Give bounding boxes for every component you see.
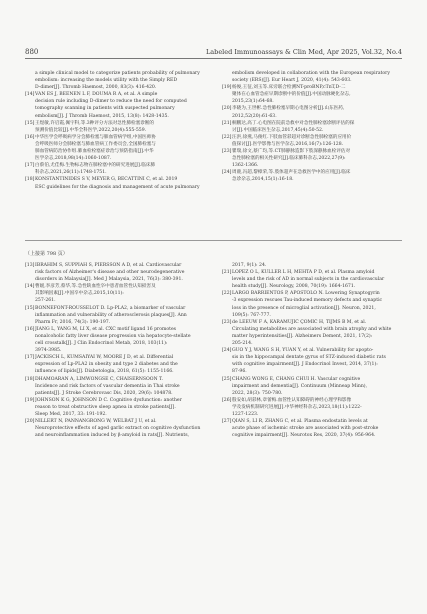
- reference-line: 瞿瑞,徐文,蔡广均,等.CT肺静脉造影下肢深静脉血栓评估对: [232, 149, 351, 155]
- reference-line: -3 expression rescues Tau-induced memory defects and synaptic: [232, 298, 383, 304]
- reference-line: GUO Y J, WANG S H, YUAN Y, et al. Vulnerability for apopto-: [232, 348, 374, 354]
- reference-line: VAN ES J, BEENEN L F, DOUMA R A, et al. A simple: [35, 92, 158, 98]
- reference-line: BONNEFONT-ROUSSELOT D. Lp-PLA2, a biomarker of vascular: [35, 305, 186, 311]
- reference-line: Neuroprotective effects of aged garlic extract on cognitive dysfunction: [35, 426, 201, 432]
- reference-number: [18]: [25, 376, 35, 382]
- reference-line: 急诊杂志,2014,15(1):16-18.: [232, 177, 294, 183]
- reference-line: Incidence and risk factors of vascular dementia in Thai stroke: [35, 383, 180, 389]
- reference-line: 其影响因素[J].中国卒中杂志,2015,10(11):: [35, 291, 124, 297]
- reference-line: 2012,52(20):61-63.: [232, 113, 277, 119]
- reference-line: Pharm Fr, 2016, 74(3): 190-197.: [35, 319, 111, 325]
- reference-line: patients[J]. J Stroke Cerebrovasc Dis, 2020, 29(6): 104878.: [35, 390, 173, 396]
- reference-line: and neuroinflammation induced by β-amyloid in rats[J]. Nutrients,: [35, 433, 190, 439]
- continuation-label: （上接第 798 页）: [25, 251, 68, 257]
- reference-line: acute phase of ischemic stroke are associated with post-stroke: [232, 426, 379, 432]
- reference-entry: [25, 70, 205, 91]
- reference-line: 汪洪,徐燕,马俊红.下肢血管彩超对诊断急性肺栓塞的应用价: [232, 134, 352, 140]
- reference-line: Sleep Med, 2017, 33: 191-192.: [35, 411, 107, 417]
- reference-line: expression of Lp-PLA2 in obesity and type 2 diabetes and the: [35, 362, 178, 368]
- references-bottom-right: [222, 262, 402, 439]
- reference-number: [23]: [222, 149, 232, 155]
- reference-line: 1362-1366.: [232, 163, 259, 169]
- reference-line: JIANG L, YANG M, LI X, et al. CXC motif ligand 16 promotes: [35, 326, 177, 332]
- reference-line: 急性肺栓塞的相关性研究[J].临床肺科杂志,2022,27(9):: [232, 156, 346, 162]
- reference-entry: [222, 418, 402, 439]
- reference-line: 科杂志,2021,26(11):1748-1751.: [35, 170, 107, 176]
- reference-line: 周鹿,冯超,黎樟荣,等.肢体超声在急救医学中的应用[J].临床: [232, 170, 351, 176]
- reference-number: [24]: [222, 348, 232, 354]
- reference-line: 讨[J].中国临床医生杂志,2017,45(4):50-52.: [232, 127, 324, 133]
- reference-number: [14]: [25, 284, 35, 290]
- reference-entry: [25, 91, 205, 119]
- reference-line: embolism: increasing the models utility with the Simply RED: [35, 78, 178, 84]
- reference-line: impairment and dementia[J]. Continuum (Minneap Minn),: [232, 383, 368, 389]
- reference-line: DHAMOARAN A, LIMWONGSE C, CHAISERNSOON T.: [35, 376, 163, 382]
- reference-line: 曹媛,李彦芳,蔡华,等.急性缺血性卒中患者血管性认知损害及: [35, 284, 156, 290]
- reference-entry: [25, 120, 205, 134]
- reference-entry: [25, 176, 205, 190]
- reference-entry: [222, 397, 402, 418]
- reference-entry: [25, 376, 205, 397]
- reference-line: with cognitive impairment[J]. J Endocrinol Invest, 2014, 37(1):: [232, 362, 378, 368]
- header-rule: [25, 58, 402, 59]
- reference-entry: [25, 162, 205, 176]
- reference-entry: [222, 262, 402, 269]
- reference-line: 桐鹏达,高丁.心电图在院前急救中对急性肺栓塞诊断评估的探: [232, 120, 355, 126]
- reference-number: [25]: [222, 376, 232, 382]
- reference-entry: [222, 134, 402, 148]
- reference-line: loss in the presence of microglial activation[J]. Neuron, 2021,: [232, 305, 376, 311]
- reference-line: 3974-3985.: [35, 348, 62, 354]
- reference-entry: [222, 169, 402, 183]
- reference-line: 2015,23(1):64-68.: [232, 99, 274, 105]
- reference-line: embolism[J]. J Thromb Haemost, 2015, 13(8): 1428-1435.: [35, 113, 169, 119]
- reference-line: 医学杂志,2018,98(14):1060-1087.: [35, 156, 112, 162]
- reference-number: [16]: [25, 326, 35, 332]
- reference-line: matter hyperintensities[J]. Alzheimers Dement, 2021, 17(2):: [232, 333, 373, 339]
- reference-line: disorders in Malaysia[J]. Med J Malaysia, 2021, 76(3): 380-391.: [35, 277, 183, 283]
- reference-line: 学及发病机制研究进展[J].中华神经科杂志,2023,18(11):1222-: [232, 404, 362, 410]
- reference-entry: [222, 376, 402, 397]
- reference-line: inflammation and vulnerability of atherosclerosis plaques[J]. Ann: [35, 312, 187, 318]
- reference-number: [14]: [25, 92, 35, 98]
- reference-line: KONSTANTINIDES S V, MEYER G, BECATTINI C, et al. 2019: [35, 177, 178, 183]
- reference-entry: [25, 283, 205, 304]
- reference-line: 白蔡伯,尤佳梅.生物标志物在肺栓塞中的研究进展[J].临床肺: [35, 163, 156, 169]
- reference-number: [27]: [222, 419, 232, 425]
- reference-entry: [222, 269, 402, 290]
- reference-line: 肺血管病防治协作组.肺血栓栓塞症诊治与预防指南[J].中华: [35, 149, 154, 155]
- reference-number: [16]: [25, 134, 35, 140]
- reference-line: JOHNSON K G, JOHNSON D C. Cognitive dysfunction: another: [35, 397, 182, 403]
- reference-line: 会呼吸医师分会肺栓塞与肺血管病工作委员会,全国肺栓塞与: [35, 141, 156, 147]
- reference-line: NILLERT N, PANNANGRONG W, WELBAT J U, et al.: [35, 419, 157, 425]
- reference-number: [20]: [222, 106, 232, 112]
- reference-line: society (ERS)[J]. Eur Heart J, 2020, 41(4): 543-603.: [232, 78, 352, 84]
- reference-line: cell crosstalk[J]. J Clin Endocrinol Metab, 2018, 103(11):: [35, 341, 168, 347]
- reference-line: LARGO BARRIENTOS P, APOSTOLO N. Lowering Synaptogyrin: [232, 291, 380, 297]
- reference-line: sis in the hippocampal dentate gyrus of STZ-induced diabetic rats: [232, 355, 386, 361]
- page-number: 880: [25, 48, 39, 56]
- reference-line: 预测价值比较[J].中华全科医学,2022,20(4):555-559.: [35, 127, 147, 133]
- reference-line: 王煜敏,许启霞,佩宇科,等.3种评分方法对急性肺栓塞诊断的: [35, 120, 155, 126]
- reference-line: 杨俊,王征,刘玉等.床旁联合检测NT-proBNP,cTnT,D-二: [232, 85, 346, 91]
- reference-line: de LEEUW F A, KARAMUJIĆ ÇOMIĆ H, TIJMS B M, et al.: [232, 319, 367, 325]
- reference-entry: [222, 70, 402, 84]
- reference-line: cognitive impairment[J]. Neurotox Res, 2020, 37(4): 956-964.: [232, 433, 376, 439]
- reference-line: 1227-1223.: [232, 411, 259, 417]
- reference-number: [20]: [25, 419, 35, 425]
- reference-entry: [25, 262, 205, 283]
- page-header: [25, 47, 402, 57]
- reference-entry: [222, 319, 402, 347]
- reference-number: [24]: [222, 170, 232, 176]
- reference-line: 2022, 28(3): 750-780.: [232, 390, 283, 396]
- reference-line: LOPEZ O L, KULLER L H, MEHTA P D, et al. Plasma amyloid: [232, 270, 375, 276]
- reference-entry: [25, 418, 205, 439]
- reference-line: D-dimer[J]. Thromb Haemost, 2000, 83(3): 416-420.: [35, 85, 157, 91]
- reference-entry: [25, 134, 205, 162]
- reference-line: health study[J]. Neurology, 2008, 70(19): 1664-1671.: [232, 284, 356, 290]
- reference-entry: [25, 397, 205, 418]
- reference-line: tomography scanning in patients with suspected pulmonary: [35, 106, 175, 112]
- reference-number: [22]: [222, 291, 232, 297]
- reference-line: 257-261.: [35, 298, 56, 304]
- reference-number: [23]: [222, 319, 232, 325]
- reference-entry: [25, 305, 205, 326]
- reference-line: a simple clinical model to categorize patients probability of pulmonary: [35, 71, 200, 76]
- reference-entry: [222, 105, 402, 119]
- reference-line: 值探讨[J].医学影像与医学杂志,2016,16(7):126-128.: [232, 141, 344, 147]
- reference-line: Circulating metabolites are associated with brain atrophy and white: [232, 326, 392, 332]
- reference-line: levels and the risk of AD in normal subjects in the cardiovascular: [232, 277, 385, 283]
- reference-line: 87-96.: [232, 369, 247, 375]
- reference-number: [13]: [25, 263, 35, 268]
- reference-line: risk factors of Alzheimer's disease and other neurodegenerative: [35, 270, 185, 276]
- reference-line: CHANG WONG E, CHANG CHUI H. Vascular cognitive: [232, 376, 361, 382]
- reference-entry: [222, 347, 402, 375]
- reference-line: 2017, 9(1): 24.: [232, 263, 267, 268]
- reference-line: ESC guidelines for the diagnosis and management of acute pulmonary: [35, 184, 200, 190]
- reference-entry: [25, 354, 205, 375]
- reference-entry: [25, 326, 205, 354]
- reference-line: JACKISCH L, KUMSAIYAI W, MOORE J D, et al. Differential: [35, 355, 174, 361]
- reference-number: [17]: [25, 163, 35, 169]
- reference-line: 聚体在心血管急症早期诊断中的价值[J].中国动脉硬化杂志,: [232, 92, 351, 98]
- reference-line: 109(5): 767-777.: [232, 312, 271, 318]
- reference-line: influence of lipids[J]. Diabetologia, 2018, 61(5): 1155-1166.: [35, 369, 174, 375]
- references-bottom-left: [25, 262, 205, 439]
- reference-number: [15]: [25, 120, 35, 126]
- reference-entry: [222, 290, 402, 318]
- reference-line: 中华医学会呼吸病学分会肺栓塞与肺血管病学组,中国医师协: [35, 134, 156, 140]
- reference-line: nonalcoholic fatty liver disease progression via hepatocyte-stellate: [35, 333, 191, 339]
- section-separator: [25, 240, 402, 241]
- references-top-right: [222, 70, 402, 184]
- reference-number: [17]: [25, 355, 35, 361]
- reference-line: 殷安如,胡彩林,章蕾梅.血管性认知障碍的神经心理学和影像: [232, 397, 352, 403]
- reference-line: embolism developed in collaboration with the European respiratory: [232, 71, 390, 76]
- reference-line: 205-214.: [232, 341, 253, 347]
- reference-line: 李晓为,王世彬.急性肺栓塞早期心电图分析[J].山东医药,: [232, 106, 345, 112]
- reference-number: [18]: [25, 177, 35, 183]
- reference-line: IBRAHIM S, SUPPIAH S, PIERSSON A D, et al. Cardiovascular: [35, 263, 182, 268]
- reference-entry: [222, 148, 402, 169]
- reference-number: [21]: [222, 120, 232, 126]
- reference-entry: [222, 84, 402, 105]
- reference-number: [19]: [222, 85, 232, 91]
- reference-line: reason to treat obstructive sleep apnea in stroke patients[J].: [35, 404, 176, 410]
- reference-number: [21]: [222, 270, 232, 276]
- references-top-left: [25, 70, 205, 191]
- reference-line: QIAN S, LI R, ZHANG C, et al. Plasma endostatin levels at: [232, 419, 368, 425]
- reference-number: [15]: [25, 305, 35, 311]
- reference-entry: [222, 120, 402, 134]
- reference-number: [26]: [222, 397, 232, 403]
- reference-number: [22]: [222, 134, 232, 140]
- reference-number: [19]: [25, 397, 35, 403]
- reference-line: decision rule including D-dimer to reduce the need for computed: [35, 99, 187, 105]
- journal-title: Labeled Immunoassays & Clin Med, Apr 2025, Vol.32, No.4: [205, 48, 402, 56]
